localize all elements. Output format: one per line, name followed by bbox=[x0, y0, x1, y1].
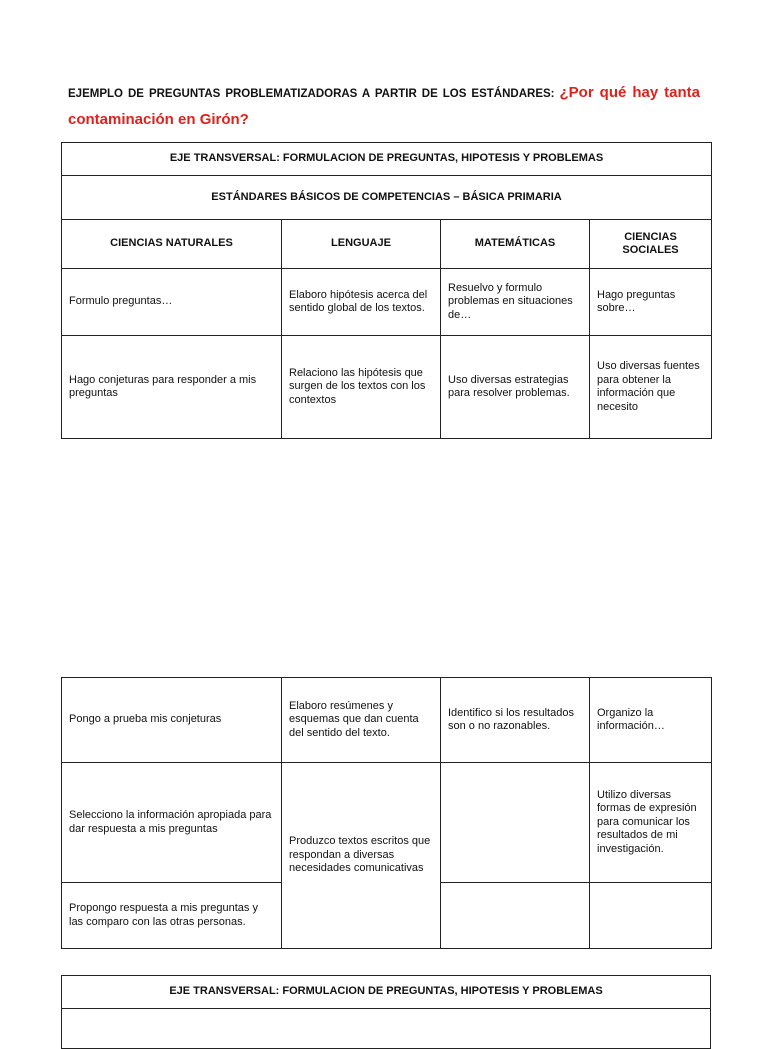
table-cell: Produzco textos escritos que respondan a diversas necesidades comunicativas bbox=[282, 763, 441, 949]
table-cell: Elaboro resúmenes y esquemas que dan cuenta del sentido del texto. bbox=[282, 678, 441, 763]
table-title: EJE TRANSVERSAL: FORMULACION DE PREGUNTAS, HIPOTESIS Y PROBLEMAS bbox=[62, 976, 711, 1009]
heading-lead: EJEMPLO DE PREGUNTAS PROBLEMATIZADORAS A PARTIR DE LOS ESTÁNDARES: bbox=[68, 88, 560, 100]
table-cell: Elaboro hipótesis acerca del sentido global de los textos. bbox=[282, 269, 441, 336]
document-heading bbox=[68, 80, 700, 134]
table-subtitle: ESTÁNDARES BÁSICOS DE COMPETENCIAS – BÁSICA PRIMARIA bbox=[62, 176, 712, 220]
table-row bbox=[62, 336, 712, 439]
table-cell: Relaciono las hipótesis que surgen de los textos con los contextos bbox=[282, 336, 441, 439]
table-cell: Selecciono la información apropiada para dar respuesta a mis preguntas bbox=[62, 763, 282, 883]
table-cell: Hago conjeturas para responder a mis preguntas bbox=[62, 336, 282, 439]
table-cell-empty bbox=[62, 1009, 711, 1049]
table-cell: Hago preguntas sobre… bbox=[590, 269, 712, 336]
table-cell: Uso diversas estrategias para resolver problemas. bbox=[441, 336, 590, 439]
table-cell: Organizo la información… bbox=[590, 678, 712, 763]
table-cell-empty bbox=[590, 883, 712, 949]
table-cell: Utilizo diversas formas de expresión para comunicar los resultados de mi investigación. bbox=[590, 763, 712, 883]
column-header: MATEMÁTICAS bbox=[441, 220, 590, 269]
column-header: CIENCIAS SOCIALES bbox=[590, 220, 712, 269]
table-cell-empty bbox=[441, 763, 590, 883]
standards-table-continued bbox=[61, 677, 712, 949]
table-cell: Identifico si los resultados son o no razonables. bbox=[441, 678, 590, 763]
table-title: EJE TRANSVERSAL: FORMULACION DE PREGUNTAS, HIPOTESIS Y PROBLEMAS bbox=[62, 143, 712, 176]
table-cell-empty bbox=[441, 883, 590, 949]
column-header: CIENCIAS NATURALES bbox=[62, 220, 282, 269]
table-row bbox=[62, 269, 712, 336]
table-row bbox=[62, 678, 712, 763]
table-cell: Formulo preguntas… bbox=[62, 269, 282, 336]
table-cell: Uso diversas fuentes para obtener la información que necesito bbox=[590, 336, 712, 439]
table-cell: Resuelvo y formulo problemas en situaciones de… bbox=[441, 269, 590, 336]
table-row bbox=[62, 763, 712, 883]
standards-table-repeat bbox=[61, 975, 711, 1049]
table-cell: Propongo respuesta a mis preguntas y las comparo con las otras personas. bbox=[62, 883, 282, 949]
column-header: LENGUAJE bbox=[282, 220, 441, 269]
table-cell: Pongo a prueba mis conjeturas bbox=[62, 678, 282, 763]
heading-question: ¿Por qué hay tanta contaminación en Girón? bbox=[68, 84, 700, 128]
standards-table bbox=[61, 142, 712, 439]
